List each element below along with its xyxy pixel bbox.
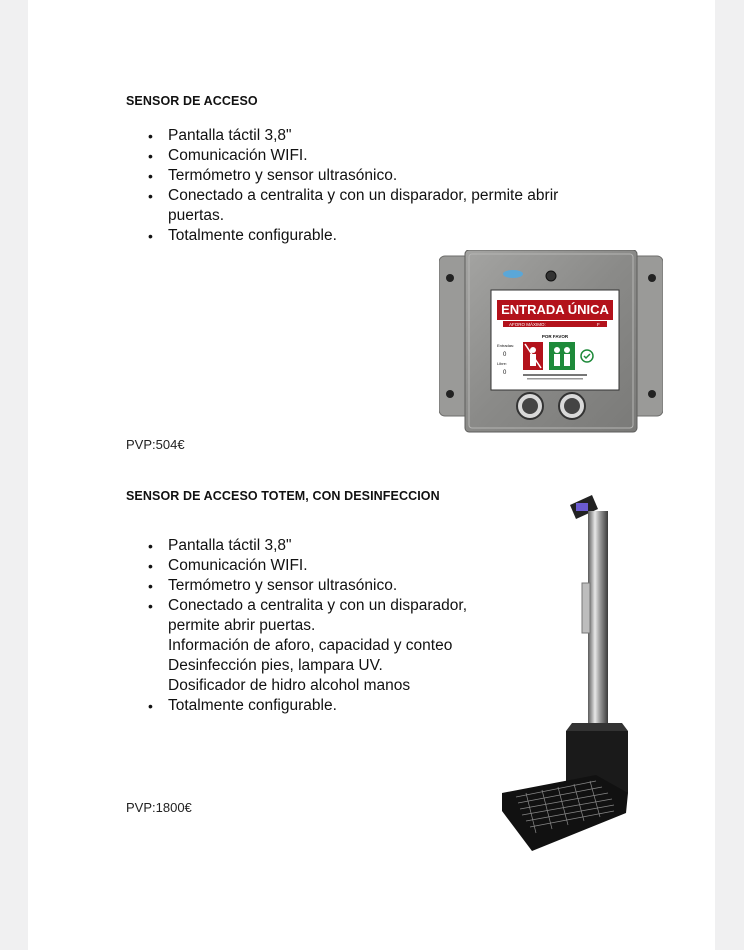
screen-entered-value: 0 xyxy=(503,352,507,358)
list-item: permite abrir puertas. xyxy=(168,617,316,634)
screen-subline-value: F xyxy=(597,322,600,327)
list-item: Desinfección pies, lampara UV. xyxy=(168,657,383,674)
screen-free-label: Libre: xyxy=(497,361,508,366)
document-page xyxy=(28,0,715,950)
product1-price: PVP:504€ xyxy=(126,437,185,452)
list-item: Información de aforo, capacidad y conteo xyxy=(168,637,453,654)
list-item: • Termómetro y sensor ultrasónico. xyxy=(148,576,467,596)
screen-subline: AFORO MÁXIMO: xyxy=(509,322,546,327)
totem-device-image xyxy=(496,493,656,863)
product1-feature-list xyxy=(148,126,598,246)
list-item: • Conectado a centralita y con un disparador, xyxy=(148,596,467,616)
brand-logo-icon xyxy=(503,270,523,278)
product1-title: SENSOR DE ACCESO xyxy=(126,94,258,108)
allowed-entry-icon xyxy=(549,342,575,370)
list-item: • Comunicación WIFI. xyxy=(148,146,598,166)
screen-headline: ENTRADA ÚNICA xyxy=(501,302,609,317)
uv-lamp-icon xyxy=(576,503,588,511)
list-item: • Termómetro y sensor ultrasónico. xyxy=(148,166,598,186)
product2-feature-list xyxy=(148,536,467,716)
list-item: Dosificador de hidro alcohol manos xyxy=(168,677,411,694)
list-item: • Totalmente configurable. xyxy=(148,226,598,246)
access-sensor-device-image xyxy=(439,250,663,435)
list-item: • Comunicación WIFI. xyxy=(148,556,467,576)
product2-price: PVP:1800€ xyxy=(126,800,192,815)
product2-title: SENSOR DE ACCESO TOTEM, CON DESINFECCION xyxy=(126,489,440,503)
list-item: • Pantalla táctil 3,8" xyxy=(148,126,598,146)
list-item: • Pantalla táctil 3,8" xyxy=(148,536,467,556)
screen-please: POR FAVOR xyxy=(541,334,569,339)
screen-entered-label: Entradas: xyxy=(497,343,515,348)
list-item: • Conectado a centralita y con un disparador, permite abrir puertas. xyxy=(148,186,598,226)
screen-free-value: 0 xyxy=(503,370,507,376)
list-item: • Totalmente configurable. xyxy=(148,696,467,716)
